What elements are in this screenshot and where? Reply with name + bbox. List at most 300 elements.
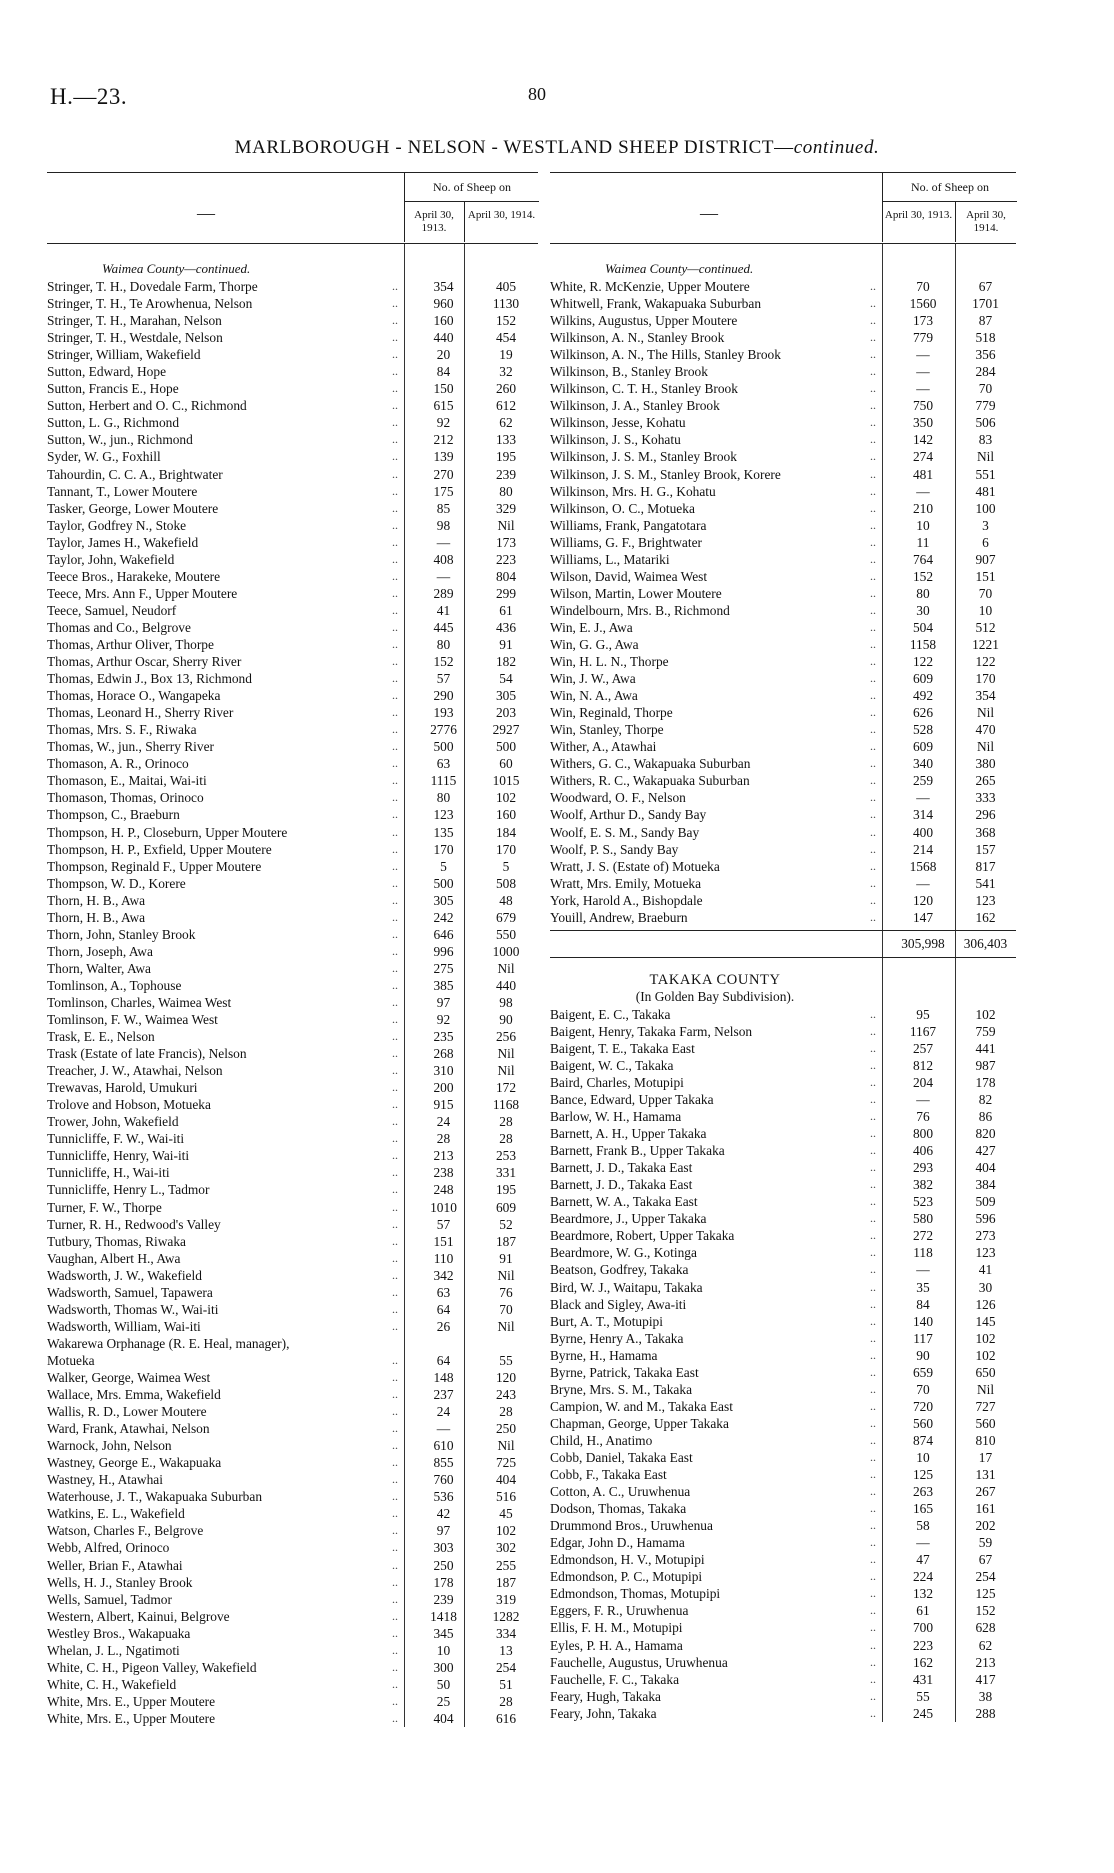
sheep-1914: 541: [975, 875, 996, 891]
owner-name: Western, Albert, Kainui, Belgrove: [47, 1608, 230, 1624]
owner-name: Stringer, William, Wakefield: [47, 347, 201, 363]
owner-name: Black and Sigley, Awa-iti: [550, 1296, 687, 1312]
leader-dots: ..: [392, 1574, 398, 1589]
owner-name: Sutton, Edward, Hope: [47, 364, 167, 380]
owner-name: Withers, R. C., Wakapuaka Suburban: [550, 773, 750, 789]
owner-name: Wilkinson, Mrs. H. G., Kohatu: [550, 483, 716, 499]
table-row: [47, 806, 538, 823]
owner-name: Tannant, T., Lower Moutere: [47, 483, 198, 499]
sheep-1913: 97: [436, 1523, 451, 1539]
page-title: [0, 137, 1114, 159]
sheep-1914: 13: [499, 1642, 513, 1658]
sheep-1914: Nil: [497, 1318, 515, 1334]
leader-dots: ..: [392, 1523, 398, 1538]
table-row: [550, 1619, 1016, 1636]
leader-dots: ..: [392, 415, 398, 430]
owner-name: Tutbury, Thomas, Riwaka: [47, 1233, 186, 1249]
leader-dots: ..: [870, 568, 876, 583]
owner-name: Turner, F. W., Thorpe: [47, 1199, 162, 1215]
owner-name: Ward, Frank, Atawhai, Nelson: [47, 1421, 210, 1437]
table-row: [47, 926, 538, 943]
leader-dots: ..: [870, 1398, 876, 1413]
sheep-1913: 314: [912, 807, 934, 823]
owner-name: Thorn, John, Stanley Brook: [47, 926, 196, 942]
sheep-1913: 42: [436, 1506, 451, 1522]
table-row: [47, 1318, 538, 1335]
head-group: No. of Sheep on: [882, 173, 1017, 202]
table-row: [550, 1602, 1016, 1619]
table-row: [47, 619, 538, 636]
leader-dots: ..: [392, 551, 398, 566]
table-row: [550, 858, 1016, 875]
sheep-1914: 427: [975, 1143, 996, 1159]
owner-name: Motueka: [47, 1352, 95, 1368]
table-row: [47, 534, 538, 551]
leader-dots: ..: [870, 1194, 876, 1209]
sheep-1914: 125: [975, 1586, 996, 1602]
leader-dots: ..: [392, 1216, 398, 1231]
table-row: [47, 585, 538, 602]
owner-name: Stringer, T. H., Te Arowhenua, Nelson: [47, 296, 253, 312]
table-row: [47, 858, 538, 875]
sheep-1914: 239: [495, 466, 517, 482]
table-row: [550, 687, 1016, 704]
owner-name: Byrne, Patrick, Takaka East: [550, 1364, 699, 1380]
sheep-1913: 152: [912, 568, 934, 584]
sheep-1913: —: [916, 1535, 930, 1551]
owner-name: Thomas, Arthur Oliver, Thorpe: [47, 636, 214, 652]
owner-name: Barnett, J. D., Takaka East: [550, 1160, 693, 1176]
sheep-1913: 238: [433, 1165, 454, 1181]
sheep-1914: 260: [495, 381, 517, 397]
sheep-1913: 700: [912, 1620, 934, 1636]
leader-dots: ..: [392, 1387, 398, 1402]
sheep-1914: 213: [975, 1654, 996, 1670]
sheep-1914: 6: [982, 534, 989, 550]
sheep-1914: 102: [975, 1006, 996, 1022]
owner-name: Taylor, Godfrey N., Stoke: [47, 517, 187, 533]
sheep-1914: 254: [975, 1569, 996, 1585]
leader-dots: ..: [870, 1586, 876, 1601]
table-row: [550, 517, 1016, 534]
owner-name: Eyles, P. H. A., Hamama: [550, 1637, 683, 1653]
table-row: [47, 1710, 538, 1727]
sheep-1914: 76: [499, 1284, 513, 1300]
leader-dots: ..: [392, 654, 398, 669]
sheep-1914: 5: [502, 858, 510, 874]
leader-dots: ..: [870, 1262, 876, 1277]
right-table-head: [550, 172, 1016, 244]
sheep-1913: 1115: [430, 773, 457, 789]
leader-dots: ..: [870, 466, 876, 481]
table-row: [47, 1335, 538, 1352]
sheep-1914: 160: [495, 807, 517, 823]
table-row: [47, 363, 538, 380]
sheep-1914: 30: [978, 1279, 993, 1295]
sheep-1914: 612: [495, 398, 517, 414]
table-row: [47, 1062, 538, 1079]
table-row: [47, 1471, 538, 1488]
sheep-1913: 84: [916, 1296, 930, 1312]
table-row: [550, 1006, 1016, 1023]
owner-name: Vaughan, Albert H., Awa: [47, 1250, 181, 1266]
sheep-1914: 987: [975, 1057, 996, 1073]
sheep-1913: 30: [916, 602, 930, 618]
table-row: [47, 1181, 538, 1198]
owner-name: Thomas, Leonard H., Sherry River: [47, 705, 234, 721]
sheep-1914: 679: [495, 909, 517, 925]
leader-dots: ..: [392, 943, 398, 958]
sheep-1914: 203: [495, 705, 517, 721]
sheep-1913: 560: [912, 1415, 934, 1431]
left-rows: [47, 244, 538, 1727]
owner-name: Withers, G. C., Wakapuaka Suburban: [550, 756, 751, 772]
sheep-1913: 165: [912, 1501, 934, 1517]
leader-dots: ..: [870, 1432, 876, 1447]
owner-name: Thomas, Mrs. S. F., Riwaka: [47, 722, 197, 738]
sheep-1914: 187: [495, 1574, 517, 1590]
owner-name: Tomlinson, F. W., Waimea West: [47, 1012, 218, 1028]
section-title: [47, 244, 538, 278]
sheep-1913: 152: [433, 654, 454, 670]
head-dash: —: [197, 203, 215, 223]
leader-dots: ..: [392, 705, 398, 720]
sheep-1913: 193: [433, 705, 454, 721]
leader-dots: ..: [870, 1552, 876, 1567]
owner-name: Sutton, L. G., Richmond: [47, 415, 180, 431]
sheep-1914: 331: [495, 1165, 517, 1181]
owner-name: Warnock, John, Nelson: [47, 1438, 172, 1454]
owner-name: Wilkins, Augustus, Upper Moutere: [550, 313, 738, 329]
table-row: [550, 704, 1016, 721]
table-row: [550, 1091, 1016, 1108]
sheep-1913: 272: [912, 1228, 934, 1244]
owner-name: White, C. H., Pigeon Valley, Wakefield: [47, 1659, 257, 1675]
head-col2: April 30, 1914.: [955, 202, 1016, 242]
owner-name: Chapman, George, Upper Takaka: [550, 1415, 729, 1431]
table-row: [47, 1164, 538, 1181]
sheep-1914: 223: [495, 551, 517, 567]
owner-name: Edmondson, P. C., Motupipi: [550, 1569, 703, 1585]
sheep-1914: 1282: [492, 1608, 520, 1624]
owner-name: Thomas, Arthur Oscar, Sherry River: [47, 654, 242, 670]
leader-dots: ..: [870, 739, 876, 754]
sheep-1913: 80: [436, 790, 451, 806]
table-row: [47, 1420, 538, 1437]
table-row: [47, 1659, 538, 1676]
table-row: [47, 977, 538, 994]
leader-dots: ..: [392, 279, 398, 293]
total-row: [550, 930, 1016, 958]
leader-dots: ..: [870, 1569, 876, 1584]
table-row: [47, 1199, 538, 1216]
sheep-1914: 173: [495, 534, 517, 550]
owner-name: York, Harold A., Bishopdale: [550, 892, 703, 908]
table-row: [47, 1488, 538, 1505]
sheep-1914: 319: [495, 1591, 517, 1607]
leader-dots: ..: [870, 602, 876, 617]
owner-name: Byrne, Henry A., Takaka: [550, 1330, 684, 1346]
sheep-1914: 202: [975, 1518, 996, 1534]
sheep-1913: 263: [912, 1484, 934, 1500]
sheep-1913: 481: [912, 466, 934, 482]
leader-dots: ..: [870, 841, 876, 856]
sheep-1914: 1015: [492, 773, 520, 789]
leader-dots: ..: [392, 807, 398, 822]
table-row: [47, 1539, 538, 1556]
table-row: [550, 568, 1016, 585]
right-table: [550, 172, 1016, 1722]
sheep-1913: 340: [912, 756, 934, 772]
owner-name: Thompson, Reginald F., Upper Moutere: [47, 858, 262, 874]
leader-dots: ..: [392, 994, 398, 1009]
owner-name: Tomlinson, Charles, Waimea West: [47, 994, 232, 1010]
owner-name: Bryne, Mrs. S. M., Takaka: [550, 1381, 693, 1397]
table-row: [47, 312, 538, 329]
table-row: [550, 789, 1016, 806]
owner-name: Windelbourn, Mrs. B., Richmond: [550, 602, 730, 618]
leader-dots: ..: [870, 1160, 876, 1175]
sheep-1913: 300: [433, 1659, 454, 1675]
owner-name: White, Mrs. E., Upper Moutere: [47, 1693, 216, 1709]
sheep-1914: 454: [495, 330, 517, 346]
owner-name: Youill, Andrew, Braeburn: [550, 909, 688, 925]
sheep-1913: 293: [912, 1160, 934, 1176]
sheep-1914: 628: [975, 1620, 996, 1636]
owner-name: Syder, W. G., Foxhill: [47, 449, 161, 465]
sheep-1914: 354: [975, 688, 996, 704]
table-row: [550, 1517, 1016, 1534]
owner-name: Trask (Estate of late Francis), Nelson: [47, 1046, 247, 1062]
table-row: [47, 551, 538, 568]
sheep-1914: 100: [975, 500, 996, 516]
sheep-1914: 61: [499, 602, 513, 618]
table-row: [47, 1267, 538, 1284]
table-row: [47, 875, 538, 892]
leader-dots: ..: [870, 585, 876, 600]
owner-name: Thorn, Walter, Awa: [47, 960, 152, 976]
table-row: [47, 704, 538, 721]
leader-dots: ..: [392, 432, 398, 447]
sheep-1914: 1168: [492, 1097, 520, 1113]
sheep-1914: Nil: [976, 1381, 995, 1397]
sheep-1914: 90: [499, 1012, 513, 1028]
leader-dots: ..: [392, 1165, 398, 1180]
table-row: [550, 1330, 1016, 1347]
owner-name: Wallace, Mrs. Emma, Wakefield: [47, 1387, 221, 1403]
head-col1: April 30, 1913.: [882, 202, 954, 242]
table-row: [47, 738, 538, 755]
owner-name: Feary, John, Takaka: [550, 1705, 657, 1721]
table-row: [550, 1176, 1016, 1193]
table-row: [550, 346, 1016, 363]
sheep-1913: 135: [433, 824, 454, 840]
sheep-1913: 610: [433, 1438, 454, 1454]
sheep-1914: Nil: [976, 739, 995, 755]
sheep-1913: 151: [433, 1233, 454, 1249]
owner-name: Thompson, H. P., Exfield, Upper Moutere: [47, 841, 272, 857]
leader-dots: ..: [870, 449, 876, 464]
sheep-1914: 98: [499, 994, 513, 1010]
table-row: [47, 1352, 538, 1369]
leader-dots: ..: [392, 1659, 398, 1674]
leader-dots: ..: [870, 415, 876, 430]
leader-dots: ..: [392, 398, 398, 413]
sheep-1914: 296: [975, 807, 996, 823]
leader-dots: ..: [870, 1109, 876, 1124]
leader-dots: ..: [870, 483, 876, 498]
table-row: [550, 619, 1016, 636]
sheep-1914: 67: [978, 1552, 993, 1568]
leader-dots: ..: [870, 1330, 876, 1345]
table-row: [47, 483, 538, 500]
sheep-1913: 290: [433, 688, 454, 704]
sheep-1914: 60: [499, 756, 513, 772]
owner-name: Sutton, Francis E., Hope: [47, 381, 179, 397]
sheep-1914: 256: [495, 1029, 517, 1045]
leader-dots: ..: [870, 551, 876, 566]
sheep-1913: 289: [433, 585, 454, 601]
leader-dots: ..: [870, 1211, 876, 1226]
sheep-1914: 404: [495, 1472, 517, 1488]
sheep-1914: 481: [975, 483, 996, 499]
sheep-1914: 384: [975, 1177, 996, 1193]
county-name: TAKAKA COUNTY: [649, 971, 781, 988]
leader-dots: ..: [870, 1092, 876, 1107]
leader-dots: ..: [392, 1063, 398, 1078]
table-row: [550, 772, 1016, 789]
table-row: [550, 1449, 1016, 1466]
leader-dots: ..: [392, 500, 398, 515]
owner-name: White, C. H., Wakefield: [47, 1676, 177, 1692]
leader-dots: ..: [392, 1591, 398, 1606]
sheep-1913: 47: [916, 1552, 930, 1568]
owner-name: Wadsworth, J. W., Wakefield: [47, 1267, 202, 1283]
owner-name: Edmondson, Thomas, Motupipi: [550, 1586, 721, 1602]
table-row: [47, 1369, 538, 1386]
sheep-1913: 28: [436, 1131, 451, 1147]
sheep-1914: 616: [495, 1710, 517, 1726]
owner-name: Tomlinson, A., Tophouse: [47, 977, 182, 993]
table-row: [550, 636, 1016, 653]
owner-name: Thorn, H. B., Awa: [47, 892, 146, 908]
leader-dots: ..: [392, 739, 398, 754]
table-row: [550, 1244, 1016, 1261]
sheep-1914: Nil: [976, 449, 995, 465]
owner-name: Wilkinson, B., Stanley Brook: [550, 364, 708, 380]
leader-dots: ..: [392, 1097, 398, 1112]
leader-dots: ..: [870, 347, 876, 362]
owner-name: Woolf, E. S. M., Sandy Bay: [550, 824, 700, 840]
leader-dots: ..: [392, 381, 398, 396]
table-row: [47, 517, 538, 534]
owner-name: Wilkinson, J. A., Stanley Brook: [550, 398, 720, 414]
leader-dots: ..: [392, 1233, 398, 1248]
sheep-1914: 38: [978, 1688, 993, 1704]
sheep-1914: 404: [975, 1160, 996, 1176]
owner-name: Thompson, W. D., Korere: [47, 875, 186, 891]
owner-name: Wastney, H., Atawhai: [47, 1472, 163, 1488]
leader-dots: ..: [392, 602, 398, 617]
owner-name: Thomas, Horace O., Wangapeka: [47, 688, 221, 704]
sheep-1913: 275: [433, 960, 454, 976]
sheep-1913: 162: [912, 1654, 934, 1670]
sheep-1914: 195: [495, 1182, 517, 1198]
table-row: [47, 431, 538, 448]
sheep-1913: 646: [433, 926, 454, 942]
table-row: [47, 1284, 538, 1301]
sheep-1914: 91: [499, 1250, 513, 1266]
owner-name: Eggers, F. R., Uruwhenua: [550, 1603, 689, 1619]
table-row: [550, 1279, 1016, 1296]
sheep-1913: 140: [912, 1313, 934, 1329]
sheep-1913: 148: [433, 1370, 454, 1385]
leader-dots: ..: [870, 1023, 876, 1038]
owner-name: Stringer, T. H., Marahan, Nelson: [47, 313, 222, 329]
leader-dots: ..: [870, 1671, 876, 1686]
section-title-text: Waimea County—continued.: [605, 261, 754, 276]
sheep-1913: 915: [433, 1097, 454, 1113]
sheep-1914: 41: [978, 1262, 993, 1278]
table-row: [550, 551, 1016, 568]
sheep-1914: 62: [499, 415, 513, 431]
sheep-1913: 92: [436, 415, 451, 431]
head-group: No. of Sheep on: [404, 173, 539, 202]
sheep-1914: 91: [499, 636, 513, 652]
owner-name: Bird, W. J., Waitapu, Takaka: [550, 1279, 703, 1295]
sheep-1913: 257: [912, 1040, 934, 1056]
sheep-1914: 28: [499, 1131, 513, 1147]
sheep-1913: 245: [912, 1705, 934, 1721]
table-row: [550, 1534, 1016, 1551]
owner-name: Win, G. G., Awa: [550, 636, 639, 652]
owner-name: Campion, W. and M., Takaka East: [550, 1398, 733, 1414]
table-row: [550, 1398, 1016, 1415]
leader-dots: ..: [392, 347, 398, 362]
leader-dots: ..: [870, 824, 876, 839]
sheep-1913: 800: [912, 1126, 934, 1142]
owner-name: Westley Bros., Wakapuaka: [47, 1625, 191, 1641]
owner-name: Barlow, W. H., Hamama: [550, 1109, 682, 1125]
table-row: [47, 1505, 538, 1522]
sheep-1913: 310: [433, 1063, 454, 1079]
owner-name: Wratt, J. S. (Estate of) Motueka: [550, 858, 720, 874]
leader-dots: ..: [870, 1381, 876, 1396]
sheep-1913: 61: [916, 1603, 930, 1619]
sheep-1913: 1560: [909, 296, 937, 312]
sheep-1914: 162: [975, 909, 996, 925]
head-dash: —: [700, 203, 718, 223]
owner-name: Walker, George, Waimea West: [47, 1370, 211, 1385]
sheep-1913: 125: [912, 1467, 934, 1483]
sheep-1914: 551: [975, 466, 996, 482]
sheep-1913: 26: [436, 1318, 451, 1334]
sheep-1913: 500: [433, 875, 454, 891]
sheep-1914: 161: [975, 1501, 996, 1517]
sheep-1914: 2927: [492, 722, 520, 738]
leader-dots: ..: [392, 790, 398, 805]
owner-name: Cotton, A. C., Uruwhenua: [550, 1484, 691, 1500]
leader-dots: ..: [392, 841, 398, 856]
sheep-1913: 70: [916, 279, 930, 294]
leader-dots: ..: [870, 1501, 876, 1516]
owner-name: Wilkinson, A. N., Stanley Brook: [550, 330, 725, 346]
leader-dots: ..: [392, 1301, 398, 1316]
leader-dots: ..: [870, 722, 876, 737]
title-main: MARLBOROUGH - NELSON - WESTLAND SHEEP DISTRICT—: [234, 137, 794, 158]
leader-dots: ..: [392, 1676, 398, 1691]
table-row: [47, 1130, 538, 1147]
